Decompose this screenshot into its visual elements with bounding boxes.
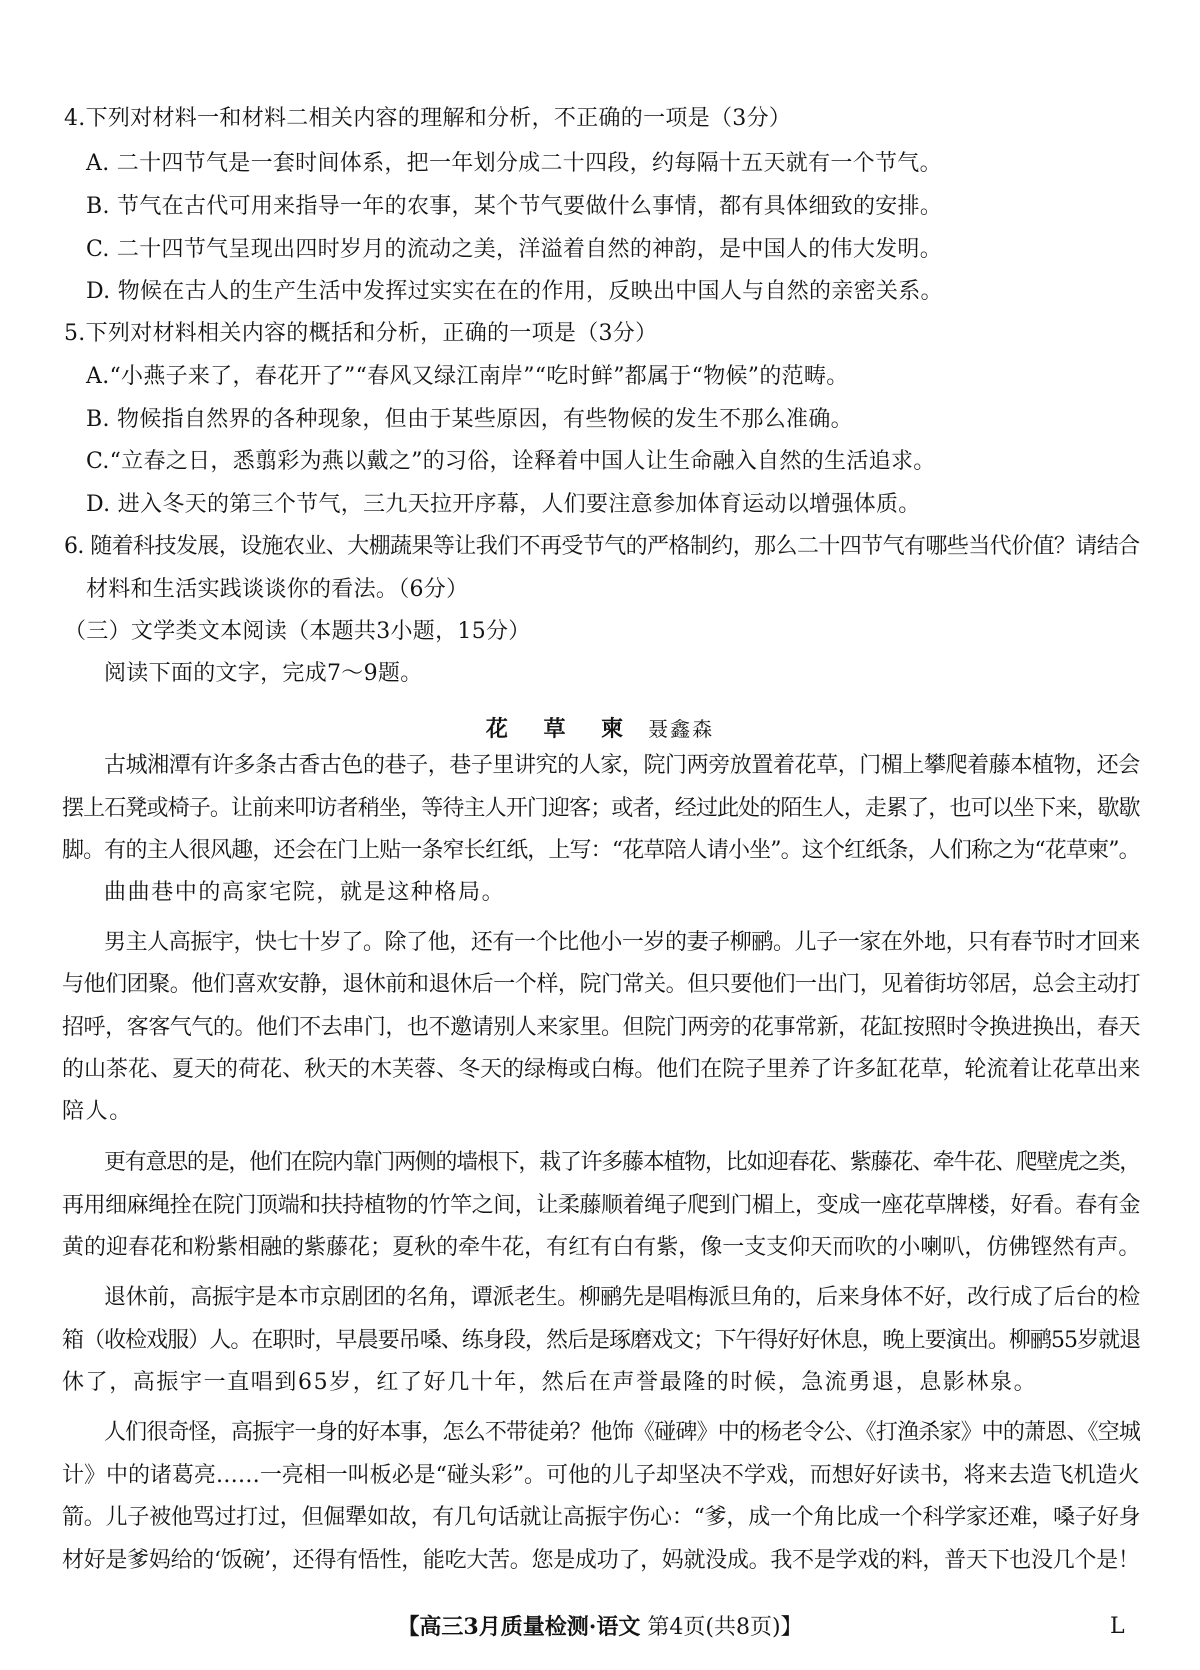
question-4-option-b: B. 节气在古代可用来指导一年的农事，某个节气要做什么事情，都有具体细致的安排。: [86, 194, 943, 219]
section-heading: （三）文学类文本阅读（本题共3小题，15分）: [64, 619, 531, 644]
story-line: 计》中的诸葛亮……一亮相一叫板必是“碰头彩”。可他的儿子却坚决不学戏，而想好好读书，将来去造飞机造火: [62, 1463, 1140, 1488]
footer-exam-name: 【高三3月质量检测·: [397, 1614, 597, 1640]
footer-corner-mark: L: [1110, 1614, 1125, 1639]
section-instruction: 阅读下面的文字，完成7～9题。: [104, 661, 423, 686]
footer-subject: 语文: [596, 1614, 641, 1640]
story-line: 箱（收检戏服）人。在职时，早晨要吊嗓、练身段，然后是琢磨戏文；下午得好好休息，晚上要演出。柳鹂55岁就退: [62, 1328, 1141, 1353]
story-line: 再用细麻绳拴在院门顶端和扶持植物的竹竿之间，让柔藤顺着绳子爬到门楣上，变成一座花草牌楼，好看。春有金: [62, 1193, 1141, 1218]
story-line: 摆上石凳或椅子。让前来叩访者稍坐，等待主人开门迎客；或者，经过此处的陌生人，走累了，也可以坐下来，歇歇: [62, 796, 1140, 821]
question-6-line-2: 材料和生活实践谈谈你的看法。（6分）: [86, 577, 469, 602]
footer-page-number: 第4页(共8页)】: [640, 1615, 803, 1640]
story-line: 招呼，客客气气的。他们不去串门，也不邀请别人来家里。但院门两旁的花事常新，花缸按照时令换进换出，春天: [62, 1015, 1141, 1040]
question-5-stem: 5.下列对材料相关内容的概括和分析，正确的一项是（3分）: [64, 321, 658, 346]
question-5-option-b: B. 物候指自然界的各种现象，但由于某些原因，有些物候的发生不那么准确。: [86, 407, 853, 432]
story-line: 古城湘潭有许多条古香古色的巷子，巷子里讲究的人家，院门两旁放置着花草，门楣上攀爬着藤本植物，还会: [104, 753, 1140, 778]
story-line: 与他们团聚。他们喜欢安静，退休前和退休后一个样，院门常关。但只要他们一出门，见着街坊邻居，总会主动打: [62, 972, 1141, 997]
story-line: 曲曲巷中的高家宅院，就是这种格局。: [104, 880, 506, 905]
story-line: 男主人高振宇，快七十岁了。除了他，还有一个比他小一岁的妻子柳鹂。儿子一家在外地，只有春节时才回来: [104, 930, 1140, 955]
story-line: 休了，高振宇一直唱到65岁，红了好几十年，然后在声誉最隆的时候，急流勇退，息影林泉。: [62, 1370, 1038, 1395]
story-line: 退休前，高振宇是本市京剧团的名角，谭派老生。柳鹂先是唱梅派旦角的，后来身体不好，改行成了后台的检: [104, 1285, 1140, 1310]
story-title-block: [0, 714, 1200, 745]
story-line: 脚。有的主人很风趣，还会在门上贴一条窄长红纸，上写：“花草陪人请小坐”。这个红纸条，人们称之为“花草柬”。: [62, 838, 1140, 863]
question-4-option-c: C. 二十四节气呈现出四时岁月的流动之美，洋溢着自然的神韵，是中国人的伟大发明。: [86, 237, 943, 262]
page-footer: [0, 1612, 1200, 1643]
question-4-stem: 4.下列对材料一和材料二相关内容的理解和分析，不正确的一项是（3分）: [64, 106, 792, 131]
question-5-option-a: A.“小燕子来了，春花开了”“春风又绿江南岸”“吃时鲜”都属于“物候”的范畴。: [86, 364, 849, 389]
question-5-option-d: D. 进入冬天的第三个节气，三九天拉开序幕，人们要注意参加体育运动以增强体质。: [86, 492, 921, 517]
story-line: 箭。儿子被他骂过打过，但倔犟如故，有几句话就让高振宇伤心：“爹，成一个角比成一个科学家还难，嗓子好身: [62, 1505, 1141, 1530]
story-line: 黄的迎春花和粉紫相融的紫藤花；夏秋的牵牛花，有红有白有紫，像一支支仰天而吹的小喇叭，仿佛铿然有声。: [62, 1235, 1141, 1260]
question-5-option-c: C.“立春之日，悉翦彩为燕以戴之”的习俗，诠释着中国人让生命融入自然的生活追求。: [86, 449, 936, 474]
story-line: 陪人。: [62, 1099, 133, 1124]
story-line: 材好是爹妈给的‘饭碗’，还得有悟性，能吃大苦。您是成功了，妈就没成。我不是学戏的料，普天下也没几个是！: [62, 1548, 1140, 1573]
story-line: 更有意思的是，他们在院内靠门两侧的墙根下，栽了许多藤本植物，比如迎春花、紫藤花、牵牛花、爬壁虎之类，: [104, 1150, 1141, 1175]
story-title: 花 草 柬: [485, 716, 638, 742]
story-line: 人们很奇怪，高振宇一身的好本事，怎么不带徒弟？他饰《碰碑》中的杨老令公、《打渔杀家》中的萧恩、《空城: [104, 1420, 1141, 1445]
question-6-line-1: 6. 随着科技发展，设施农业、大棚蔬果等让我们不再受节气的严格制约，那么二十四节气有哪些当代价值？请结合: [64, 534, 1140, 559]
question-4-option-d: D. 物候在古人的生产生活中发挥过实实在在的作用，反映出中国人与自然的亲密关系。: [86, 279, 943, 304]
question-4-option-a: A. 二十四节气是一套时间体系，把一年划分成二十四段，约每隔十五天就有一个节气。: [86, 151, 942, 176]
story-author: 聂鑫森: [648, 717, 715, 741]
story-line: 的山茶花、夏天的荷花、秋天的木芙蓉、冬天的绿梅或白梅。他们在院子里养了许多缸花草，轮流着让花草出来: [62, 1057, 1141, 1082]
